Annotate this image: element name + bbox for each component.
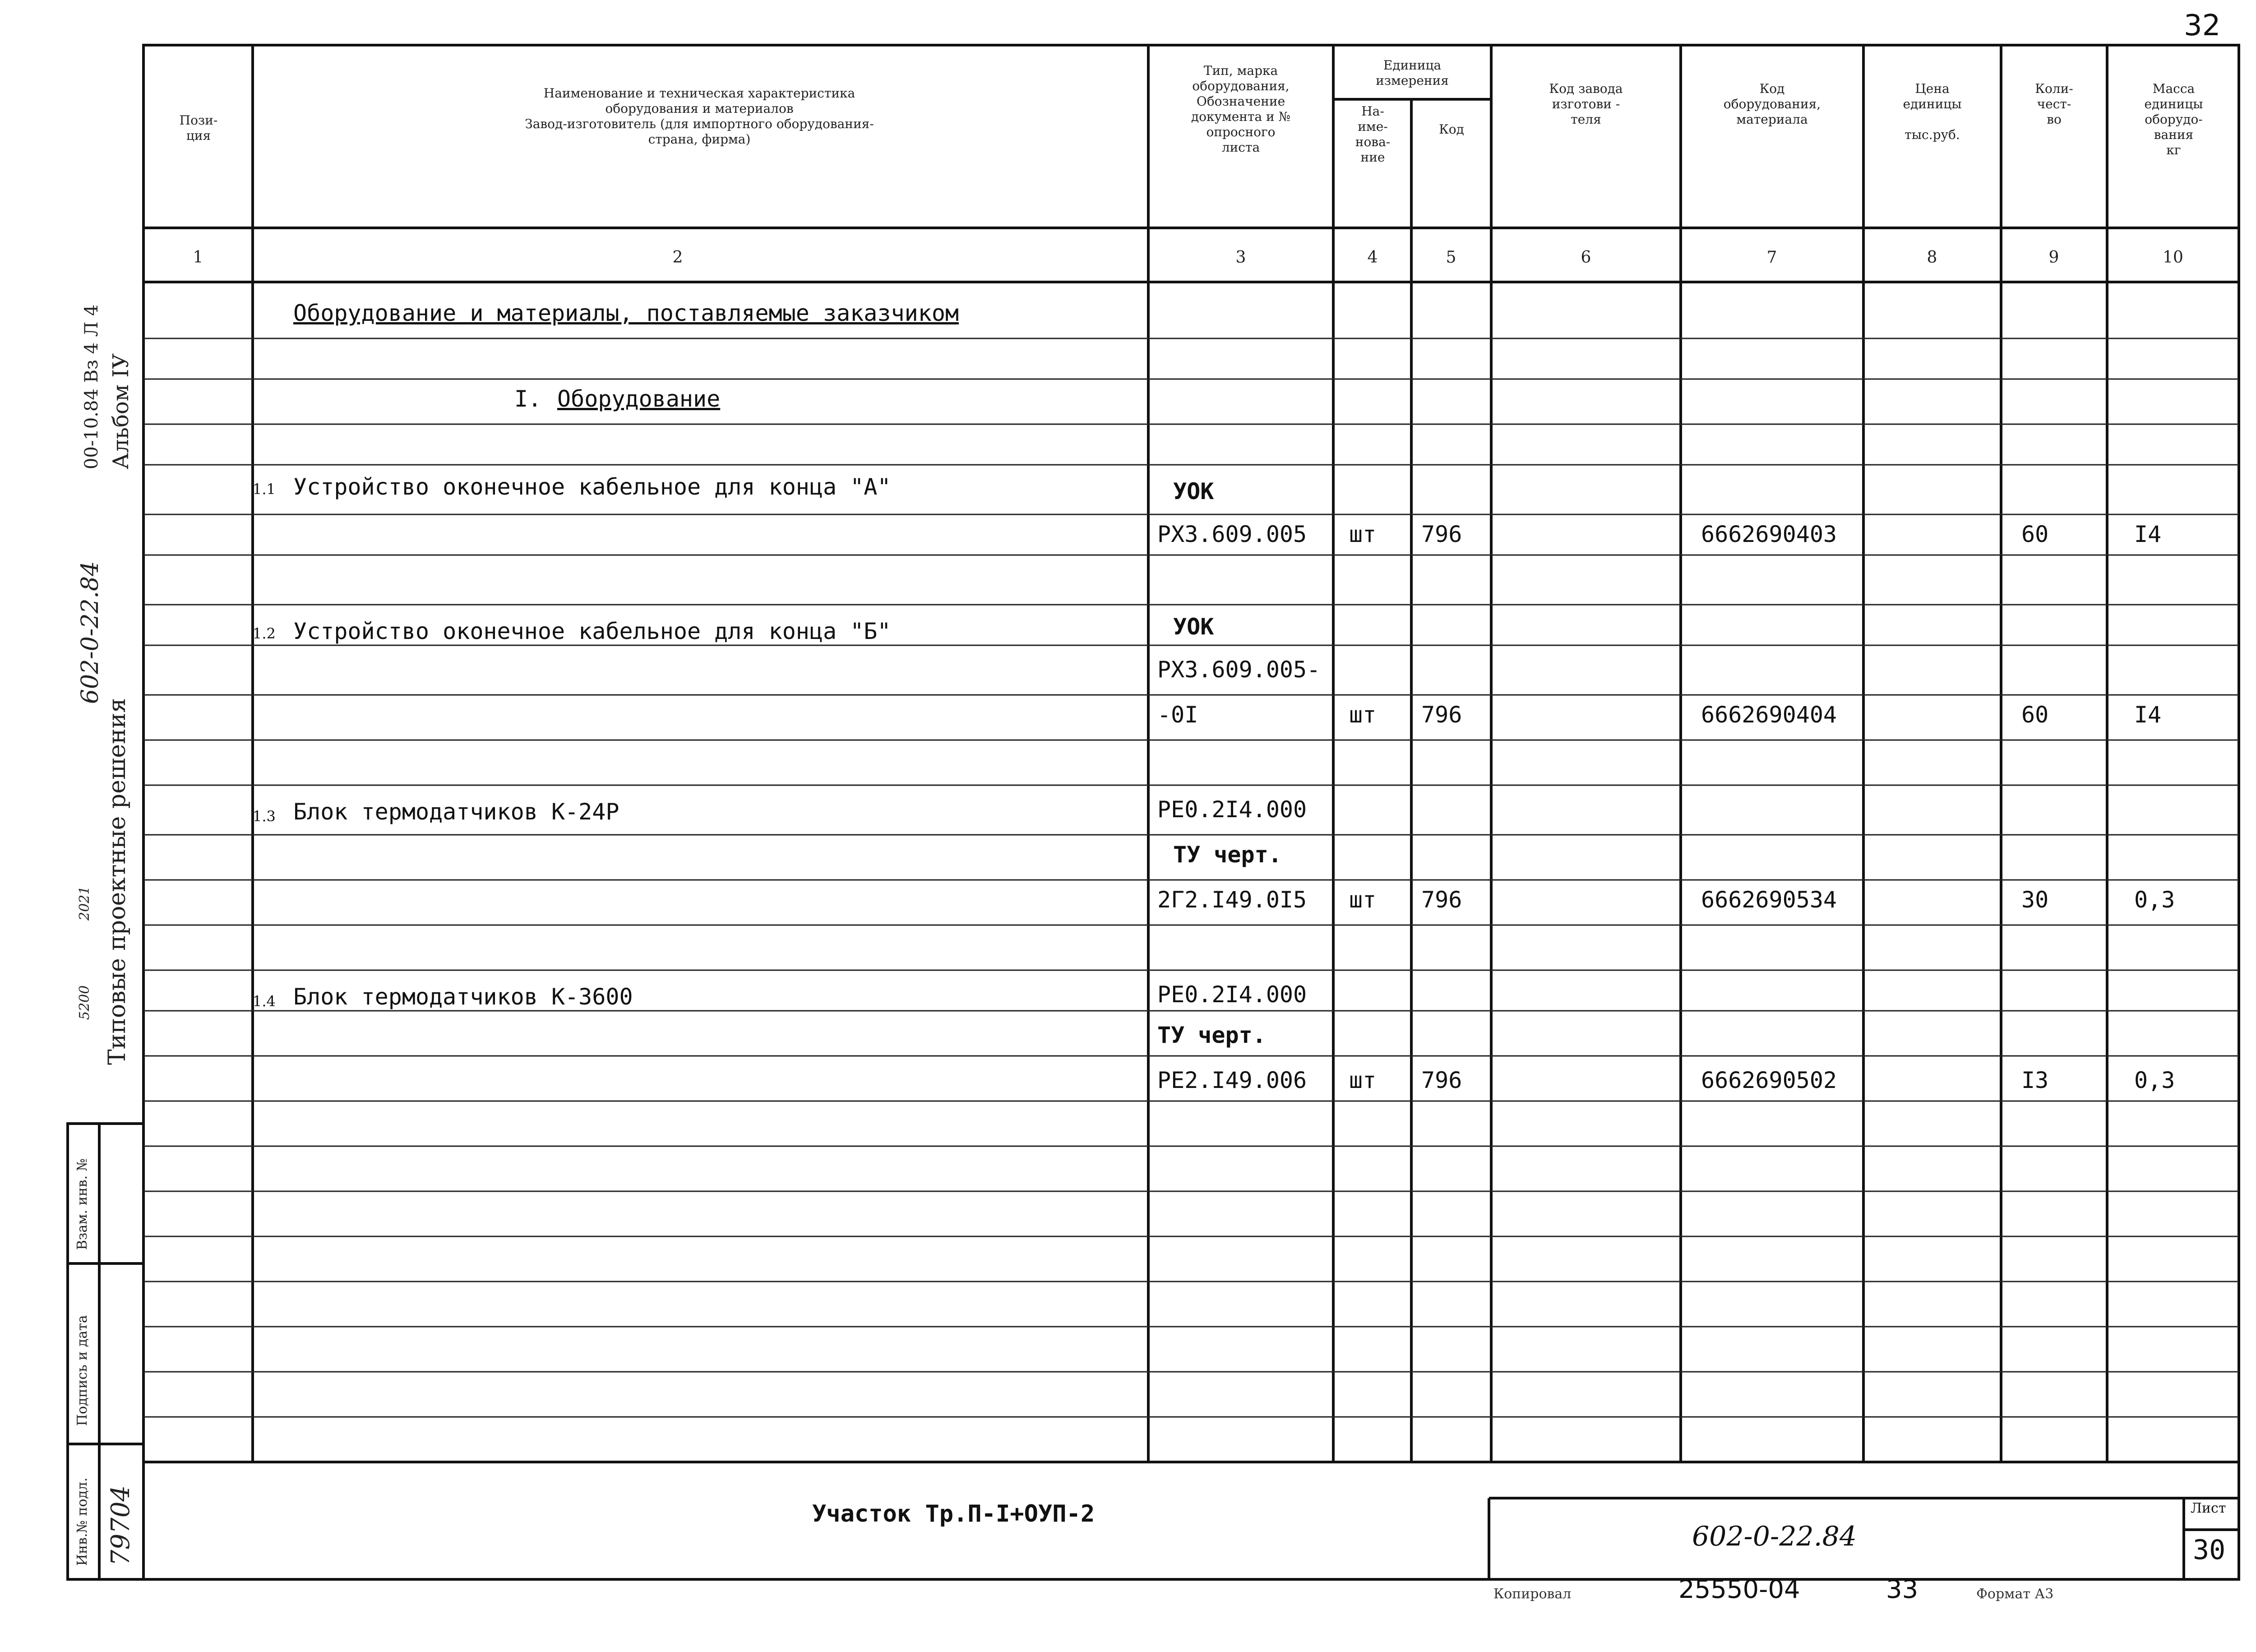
column-number-1: 1 — [193, 248, 203, 267]
item-code: 6662690404 — [1701, 702, 1837, 728]
sheet-number: 30 — [2193, 1534, 2226, 1566]
header-unit-group: Единица измерения — [1376, 58, 1449, 88]
header-quantity: Коли- чест- во — [2035, 81, 2073, 127]
column-number-9: 9 — [2048, 248, 2059, 267]
item-type-line: 2Г2.I49.0I5 — [1157, 887, 1307, 913]
header-unit-name: На- име- нова- ние — [1355, 104, 1391, 165]
handwritten-note: 2021 — [77, 886, 92, 921]
inventory-number: 79704 — [106, 1485, 135, 1566]
signature-label: Подпись и дата — [74, 1315, 90, 1426]
item-unit: шт — [1349, 887, 1377, 913]
item-type-line: РХ3.609.005- — [1157, 657, 1321, 683]
series-title: Типовые проектные решения — [104, 698, 131, 1065]
handwritten-note: 5200 — [77, 985, 92, 1020]
item-index: 1.1 — [253, 481, 276, 498]
item-mass: I4 — [2134, 521, 2162, 547]
column-number-5: 5 — [1446, 248, 1456, 267]
header-manufacturer-code: Код завода изготови - теля — [1549, 81, 1623, 127]
archive-sheet: 33 — [1886, 1575, 1919, 1604]
item-type-line: РЕ0.2I4.000 — [1157, 981, 1307, 1008]
subsection-title: Оборудование — [557, 386, 721, 412]
item-quantity: 60 — [2021, 702, 2049, 728]
format-label: Формат А3 — [1976, 1586, 2054, 1602]
item-type-line: РЕ2.I49.006 — [1157, 1067, 1307, 1093]
replace-inventory-label: Взам. инв. № — [74, 1158, 90, 1250]
header-mass: Масса единицы оборудо- вания кг — [2144, 81, 2203, 157]
item-quantity: 30 — [2021, 887, 2049, 913]
inventory-label: Инв.№ подл. — [74, 1477, 90, 1566]
item-index: 1.2 — [253, 625, 276, 642]
sheet-label: Лист — [2191, 1500, 2226, 1516]
item-unit-code: 796 — [1421, 887, 1462, 913]
item-type-line: РХ3.609.005 — [1157, 521, 1307, 547]
item-index: 1.3 — [253, 808, 276, 825]
item-unit-code: 796 — [1421, 521, 1462, 547]
archive-number: 25550-04 — [1678, 1575, 1800, 1604]
item-type-line: УОК — [1173, 478, 1214, 504]
item-unit-code: 796 — [1421, 702, 1462, 728]
column-number-10: 10 — [2163, 248, 2183, 267]
section-title: Оборудование и материалы, поставляемые заказчиком — [293, 300, 959, 326]
item-index: 1.4 — [253, 993, 276, 1010]
item-type-line: УОК — [1173, 614, 1214, 640]
item-type-line: ТУ черт. — [1173, 842, 1282, 868]
item-type-line: ТУ черт. — [1157, 1022, 1266, 1048]
header-equipment-code: Код оборудования, материала — [1723, 81, 1821, 127]
column-number-7: 7 — [1766, 248, 1777, 267]
subsection-number: I. — [514, 386, 542, 412]
header-unit-code: Код — [1439, 122, 1464, 137]
item-quantity: 60 — [2021, 521, 2049, 547]
page-number: 32 — [2184, 9, 2221, 42]
item-name: Блок термодатчиков К-3600 — [293, 984, 633, 1010]
item-mass: 0,3 — [2134, 1067, 2175, 1093]
document-number: 602-0-22.84 — [1692, 1521, 1857, 1552]
item-code: 6662690534 — [1701, 887, 1837, 913]
column-number-6: 6 — [1581, 248, 1591, 267]
item-unit: шт — [1349, 702, 1377, 728]
column-number-8: 8 — [1927, 248, 1937, 267]
column-number-2: 2 — [672, 248, 683, 267]
item-name: Устройство оконечное кабельное для конца "Б" — [293, 618, 891, 644]
column-number-4: 4 — [1367, 248, 1378, 267]
item-mass: I4 — [2134, 702, 2162, 728]
item-code: 6662690403 — [1701, 521, 1837, 547]
item-type-line: -0I — [1157, 702, 1198, 728]
copied-label: Копировал — [1493, 1586, 1572, 1602]
item-mass: 0,3 — [2134, 887, 2175, 913]
project-handwritten: 602-0-22.84 — [77, 561, 104, 704]
header-price: Цена единицы тыс.руб. — [1903, 81, 1962, 142]
item-code: 6662690502 — [1701, 1067, 1837, 1093]
item-type-line: РЕ0.2I4.000 — [1157, 796, 1307, 823]
album-label: Альбом IУ — [108, 353, 134, 469]
column-number-3: 3 — [1235, 248, 1246, 267]
item-unit-code: 796 — [1421, 1067, 1462, 1093]
item-name: Устройство оконечное кабельное для конца "А" — [293, 474, 891, 500]
header-position: Пози- ция — [179, 113, 218, 143]
album-code: 00-10.84 Вз 4 Л 4 — [81, 304, 102, 469]
item-quantity: I3 — [2021, 1067, 2049, 1093]
item-unit: шт — [1349, 521, 1377, 547]
section-label: Участок Тр.П-I+ОУП-2 — [812, 1500, 1095, 1527]
item-unit: шт — [1349, 1067, 1377, 1093]
header-name: Наименование и техническая характеристика оборудования и материалов Завод-изготовитель (для импортного оборудования- страна, фирма) — [525, 86, 874, 147]
header-type: Тип, марка оборудования, Обозначение документа и № опросного листа — [1191, 63, 1291, 155]
item-name: Блок термодатчиков К-24Р — [293, 799, 619, 825]
